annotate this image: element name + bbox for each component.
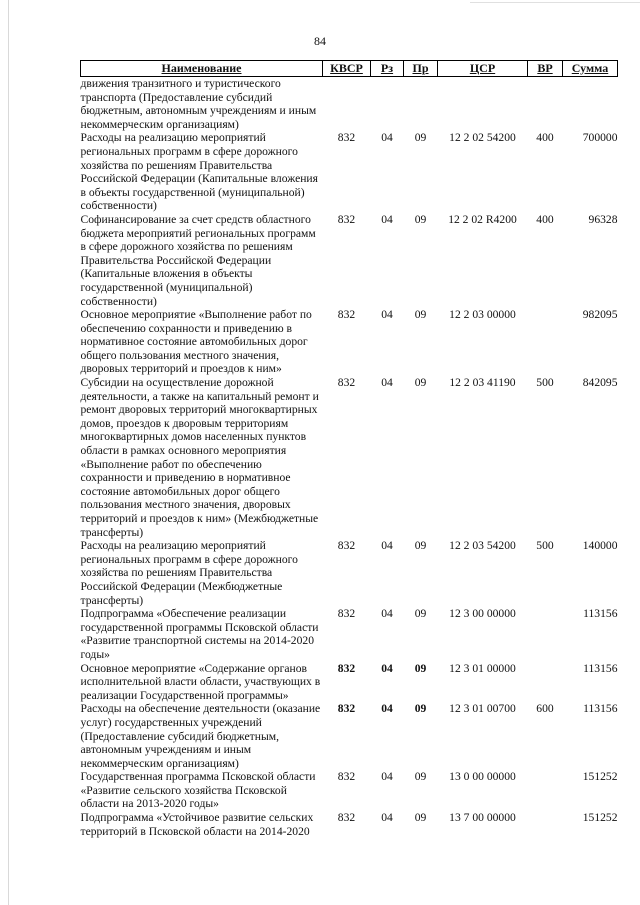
page-number: 84 bbox=[314, 34, 326, 48]
row-csr: 13 7 00 00000 bbox=[449, 811, 516, 825]
table-row bbox=[81, 662, 618, 703]
row-name: Основное мероприятие «Содержание органов исполнительной власти области, участвующих в реализации Государственной программы» bbox=[80, 661, 321, 702]
row-name: Расходы на реализацию мероприятий региональных программ в сфере дорожного хозяйства по решениям Правительства Российской Федерации (Межбюджетные трансферты) bbox=[80, 539, 298, 607]
row-sum: 113156 bbox=[583, 661, 618, 675]
row-csr: 12 3 01 00700 bbox=[449, 702, 516, 716]
col-header-pr: Пр bbox=[404, 61, 438, 77]
row-kvsr: 832 bbox=[337, 661, 356, 675]
row-csr: 12 2 02 54200 bbox=[449, 131, 516, 145]
row-rz: 04 bbox=[381, 702, 393, 716]
row-pr: 09 bbox=[414, 811, 427, 825]
row-kvsr: 832 bbox=[337, 308, 356, 322]
row-name: Подпрограмма «Обеспечение реализации государственной программы Псковской области «Развитие транспортной системы на 2014-2020 годы» bbox=[80, 607, 319, 661]
row-pr: 09 bbox=[414, 607, 427, 621]
row-sum: 982095 bbox=[582, 308, 618, 322]
row-sum bbox=[563, 77, 618, 132]
row-pr: 09 bbox=[414, 131, 427, 145]
row-csr: 13 0 00 00000 bbox=[449, 770, 516, 784]
row-kvsr: 832 bbox=[337, 539, 356, 553]
scan-edge-top bbox=[470, 2, 640, 3]
col-header-csr: ЦСР bbox=[438, 61, 528, 77]
row-name: Подпрограмма «Устойчивое развитие сельских территорий в Псковской области на 2014-2020 bbox=[80, 811, 314, 838]
table-row bbox=[81, 539, 618, 607]
row-kvsr: 832 bbox=[337, 212, 356, 226]
table-row bbox=[81, 308, 618, 376]
col-header-vr: ВР bbox=[528, 61, 563, 77]
row-csr bbox=[438, 77, 528, 132]
row-vr bbox=[528, 77, 563, 132]
row-pr: 09 bbox=[414, 212, 427, 226]
row-name: Расходы на обеспечение деятельности (оказание услуг) государственных учреждений (Предоставление субсидий бюджетным, автономным учреждениям и иным некоммерческим организациям) bbox=[80, 702, 321, 770]
row-rz: 04 bbox=[381, 811, 393, 825]
row-name: Субсидии на осуществление дорожной деятельности, а также на капитальный ремонт и ремонт дворовых территорий многоквартирных домов, проездов к дворовым территориям многоквартирных домов населенных пунктов области в рамках основного мероприятия «Выполнение работ по обеспечению сохранности и приведению в нормативное состояние автомобильных дорог общего пользования местного значения, дворовых территорий и проездов к ним» (Межбюджетные трансферты) bbox=[80, 376, 319, 539]
table-row bbox=[81, 77, 618, 132]
row-sum: 113156 bbox=[583, 702, 618, 716]
row-vr: 600 bbox=[536, 702, 554, 716]
row-vr bbox=[528, 770, 563, 811]
table-row bbox=[81, 770, 618, 811]
row-rz: 04 bbox=[381, 539, 393, 553]
row-csr: 12 2 03 00000 bbox=[449, 308, 516, 322]
row-kvsr: 832 bbox=[337, 702, 356, 716]
col-header-kvsr: КВСР bbox=[323, 61, 371, 77]
table-header-row bbox=[81, 61, 618, 77]
row-name: Расходы на реализацию мероприятий региональных программ в сфере дорожного хозяйства по решениям Правительства Российской Федерации (Капитальные вложения в объекты государственной (муниципальной) собственности) bbox=[80, 131, 318, 213]
row-rz: 04 bbox=[381, 212, 393, 226]
table-row bbox=[81, 376, 618, 539]
row-pr: 09 bbox=[414, 308, 427, 322]
row-rz: 04 bbox=[381, 131, 393, 145]
row-kvsr: 832 bbox=[337, 131, 356, 145]
row-pr bbox=[404, 77, 438, 132]
table-row bbox=[81, 213, 618, 308]
row-name: Основное мероприятие «Выполнение работ по обеспечению сохранности и приведению в нормативное состояние автомобильных дорог общего пользования местного значения, дворовых территорий и проездов к ним» bbox=[80, 308, 312, 376]
row-sum: 140000 bbox=[582, 539, 618, 553]
row-kvsr: 832 bbox=[337, 376, 356, 390]
row-rz: 04 bbox=[381, 661, 393, 675]
row-kvsr: 832 bbox=[337, 811, 356, 825]
table-row bbox=[81, 131, 618, 213]
row-name: Софинансирование за счет средств областного бюджета мероприятий региональных программ в сфере дорожного хозяйства по решениям Правительства Российской Федерации (Капитальные вложения в объекты государственной (муниципальной) собственности) bbox=[80, 212, 316, 308]
row-vr: 400 bbox=[536, 131, 554, 145]
col-header-name: Наименование bbox=[81, 61, 323, 77]
row-sum: 151252 bbox=[582, 811, 618, 825]
row-kvsr bbox=[323, 77, 371, 132]
row-rz: 04 bbox=[381, 376, 393, 390]
row-pr: 09 bbox=[414, 376, 427, 390]
row-sum: 151252 bbox=[582, 770, 618, 784]
row-csr: 12 2 03 54200 bbox=[449, 539, 516, 553]
row-pr: 09 bbox=[414, 539, 427, 553]
row-csr: 12 2 03 41190 bbox=[449, 376, 516, 390]
row-kvsr: 832 bbox=[337, 770, 356, 784]
row-vr bbox=[528, 607, 563, 661]
row-rz: 04 bbox=[381, 770, 393, 784]
row-vr bbox=[528, 662, 563, 703]
row-sum: 842095 bbox=[582, 376, 618, 390]
row-kvsr: 832 bbox=[337, 607, 356, 621]
table-row bbox=[81, 607, 618, 661]
row-csr: 12 3 01 00000 bbox=[449, 661, 516, 675]
row-vr: 400 bbox=[536, 212, 554, 226]
row-sum: 113156 bbox=[583, 607, 618, 621]
table-row bbox=[81, 811, 618, 838]
row-rz: 04 bbox=[381, 607, 393, 621]
row-name: Государственная программа Псковской области «Развитие сельского хозяйства Псковской области на 2013-2020 годы» bbox=[80, 770, 316, 811]
row-vr bbox=[528, 308, 563, 376]
row-vr bbox=[528, 811, 563, 838]
row-rz: 04 bbox=[381, 308, 393, 322]
row-csr: 12 3 00 00000 bbox=[449, 607, 516, 621]
row-name: движения транзитного и туристического транспорта (Предоставление субсидий бюджетным, автономным учреждениям и иным некоммерческим организациям) bbox=[80, 77, 317, 131]
budget-table bbox=[80, 60, 618, 838]
col-header-rz: Рз bbox=[371, 61, 404, 77]
row-vr: 500 bbox=[536, 539, 554, 553]
row-vr: 500 bbox=[536, 376, 554, 390]
row-pr: 09 bbox=[414, 702, 427, 716]
row-pr: 09 bbox=[414, 661, 427, 675]
row-csr: 12 2 02 R4200 bbox=[448, 212, 517, 226]
table-row bbox=[81, 702, 618, 770]
scan-edge-left bbox=[8, 0, 9, 905]
col-header-sum: Сумма bbox=[563, 61, 618, 77]
row-pr: 09 bbox=[414, 770, 427, 784]
row-sum: 96328 bbox=[588, 212, 618, 226]
row-sum: 700000 bbox=[582, 131, 618, 145]
row-rz bbox=[371, 77, 404, 132]
